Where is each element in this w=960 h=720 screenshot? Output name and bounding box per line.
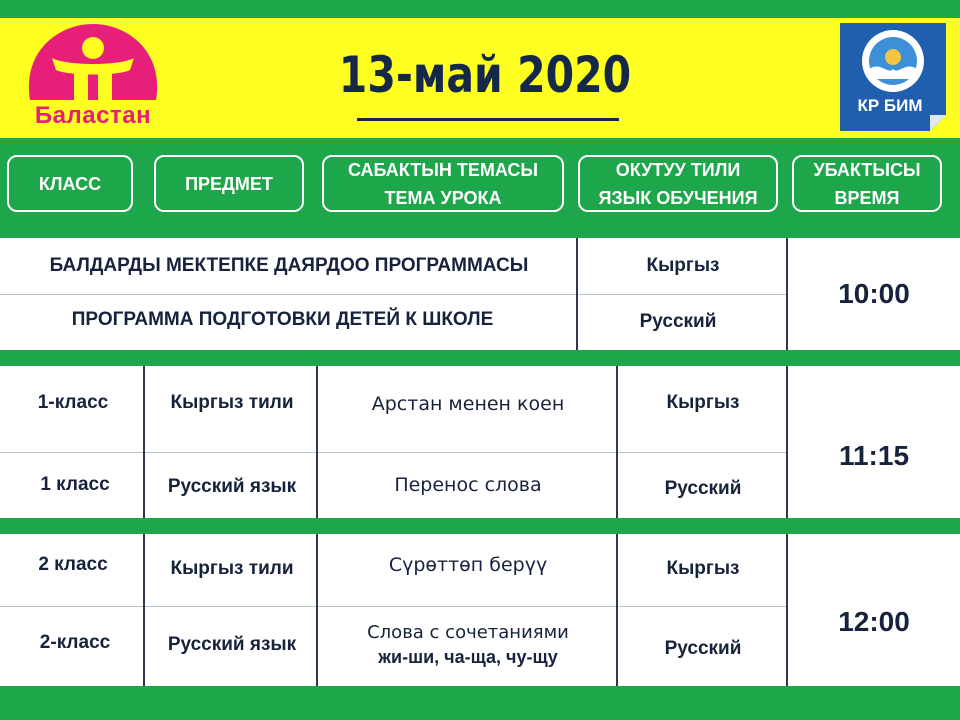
- emblem-icon: [838, 21, 948, 133]
- kr-bim-emblem: [838, 21, 948, 133]
- subject-cell: Русский язык: [167, 634, 297, 655]
- column-divider: [143, 366, 145, 518]
- class-cell: 1-класс: [37, 392, 109, 413]
- column-divider: [576, 238, 578, 350]
- topic-line: Слова с сочетаниями: [367, 622, 569, 643]
- column-divider: [143, 534, 145, 686]
- balastan-logo: [18, 22, 168, 134]
- subject-cell: Русский язык: [167, 476, 297, 497]
- column-header-time: [792, 155, 942, 212]
- program-cell: ПРОГРАММА ПОДГОТОВКИ ДЕТЕЙ К ШКОЛЕ: [71, 309, 494, 330]
- column-header-label: КЛАСС: [38, 173, 102, 194]
- time-cell: 10:00: [838, 278, 910, 309]
- class-cell: 1 класс: [40, 474, 110, 495]
- logo-text: Баластан: [34, 102, 152, 129]
- language-cell: Кыргыз: [646, 255, 720, 276]
- title-underline: [357, 118, 619, 121]
- class-cell: 2-класс: [39, 632, 111, 653]
- schedule-block-grade1: [0, 366, 960, 518]
- subject-cell: Кыргыз тили: [170, 558, 294, 579]
- column-header-label: УБАКТЫСЫ: [813, 159, 921, 180]
- topic-cell: [318, 618, 618, 672]
- column-header-label: ТЕМА УРОКА: [384, 187, 502, 208]
- language-cell: Кыргыз: [666, 392, 740, 413]
- language-cell: Русский: [664, 478, 742, 499]
- column-divider: [616, 534, 618, 686]
- column-header-label: ЯЗЫК ОБУЧЕНИЯ: [598, 187, 758, 208]
- column-divider: [316, 366, 318, 518]
- topic-cell: Перенос слова: [394, 474, 542, 496]
- time-cell: 12:00: [838, 606, 910, 637]
- column-divider: [316, 534, 318, 686]
- class-cell: 2 класс: [38, 554, 108, 575]
- column-divider: [616, 366, 618, 518]
- page-title: 13-май 2020: [338, 46, 632, 104]
- row-divider: [0, 452, 788, 453]
- column-header-subject: [154, 155, 304, 212]
- time-cell: 11:15: [838, 440, 910, 471]
- language-cell: Русский: [639, 311, 717, 332]
- language-cell: Русский: [664, 638, 742, 659]
- column-header-label: ОКУТУУ ТИЛИ: [615, 159, 741, 180]
- balastan-logo-icon: [18, 22, 168, 102]
- topic-cell: Сүрөттөп берүү: [388, 554, 548, 576]
- subject-cell: Кыргыз тили: [170, 392, 294, 413]
- language-cell: Кыргыз: [666, 558, 740, 579]
- column-header-language: [578, 155, 778, 212]
- program-cell: БАЛДАРДЫ МЕКТЕПКЕ ДАЯРДОО ПРОГРАММАСЫ: [49, 255, 529, 276]
- column-header-topic: [322, 155, 564, 212]
- column-header-label: ПРЕДМЕТ: [185, 173, 273, 194]
- row-divider: [0, 606, 788, 607]
- column-header-class: [7, 155, 133, 212]
- topic-line: жи-ши, ча-ща, чу-щу: [378, 647, 558, 667]
- schedule-block-preschool: [0, 238, 960, 350]
- emblem-label: КР БИМ: [857, 96, 923, 115]
- column-header-label: САБАКТЫН ТЕМАСЫ: [347, 159, 539, 180]
- schedule-block-grade2: [0, 534, 960, 686]
- header-banner: [0, 18, 960, 138]
- column-header-label: ВРЕМЯ: [834, 187, 900, 208]
- topic-cell: Арстан менен коен: [371, 393, 565, 415]
